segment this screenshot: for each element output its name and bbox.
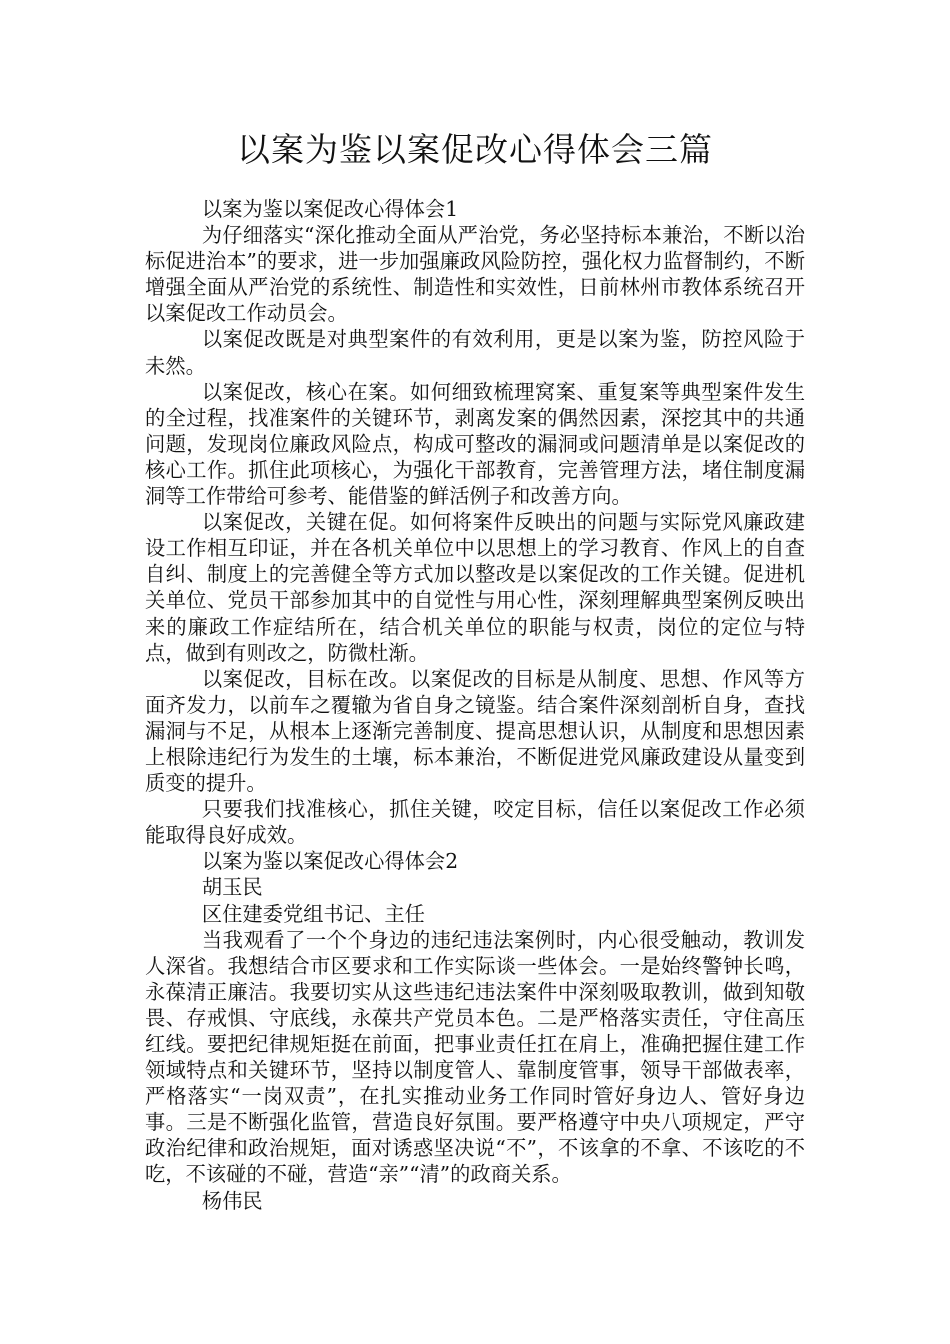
- paragraph-3: 以案促改，核心在案。如何细致梳理窝案、重复案等典型案件发生的全过程，找准案件的关键环节，剥离发案的偶然因素，深挖其中的共通问题，发现岗位廉政风险点，构成可整改的漏洞或问题清单是以案促改的核心工作。抓住此项核心，为强化干部教育，完善管理方法，堵住制度漏洞等工作带给可参考、能借鉴的鲜活例子和改善方向。: [145, 379, 805, 509]
- section-heading-2: 以案为鉴以案促改心得体会2: [201, 849, 459, 874]
- author-name-2: 杨伟民: [201, 1188, 263, 1213]
- author-role-1: 区住建委党组书记、主任: [201, 901, 425, 926]
- paragraph-1: 为仔细落实“深化推动全面从严治党，务必坚持标本兼治，不断以治标促进治本”的要求，进一步加强廉政风险防控，强化权力监督制约，不断增强全面从严治党的系统性、制造性和实效性，日前林州市教体系统召开以案促改工作动员会。: [145, 223, 805, 326]
- paragraph-6: 只要我们找准核心，抓住关键，咬定目标，信任以案促改工作必须能取得良好成效。: [145, 797, 805, 848]
- paragraph-2: 以案促改既是对典型案件的有效利用，更是以案为鉴，防控风险于未然。: [145, 327, 805, 378]
- section-heading-1: 以案为鉴以案促改心得体会1: [201, 197, 459, 221]
- paragraph-4: 以案促改，关键在促。如何将案件反映出的问题与实际党风廉政建设工作相互印证，并在各机关单位中以思想上的学习教育、作风上的自查自纠、制度上的完善健全等方式加以整改是以案促改的工作关键。促进机关单位、党员干部参加其中的自觉性与用心性，深刻理解典型案例反映出来的廉政工作症结所在，结合机关单位的职能与权责，岗位的定位与特点，做到有则改之，防微杜渐。: [145, 510, 805, 665]
- author-paragraph-1: 当我观看了一个个身边的违纪违法案例时，内心很受触动，教训发人深省。我想结合市区要求和工作实际谈一些体会。一是始终警钟长鸣，永葆清正廉洁。我要切实从这些违纪违法案件中深刻吸取教训，做到知敬畏、存戒惧、守底线，永葆共产党员本色。二是严格落实责任，守住高压红线。要把纪律规矩挺在前面，把事业责任扛在肩上，准确把握住建工作领域特点和关键环节，坚持以制度管人、靠制度管事，领导干部做表率，严格落实“一岗双责”，在扎实推动业务工作同时管好身边人、管好身边事。三是不断强化监管，营造良好氛围。要严格遵守中央八项规定，严守政治纪律和政治规矩，面对诱惑坚决说“不”，不该拿的不拿、不该吃的不吃，不该碰的不碰，营造“亲”“清”的政商关系。: [145, 927, 805, 1187]
- paragraph-5: 以案促改，目标在改。以案促改的目标是从制度、思想、作风等方面齐发力，以前车之覆辙为省自身之镜鉴。结合案件深刻剖析自身，查找漏洞与不足，从根本上逐渐完善制度、提高思想认识，从制度和思想因素上根除违纪行为发生的土壤，标本兼治，不断促进党风廉政建设从量变到质变的提升。: [145, 666, 805, 796]
- document-body: [145, 196, 805, 1214]
- document-title: 以案为鉴以案促改心得体会三篇: [237, 130, 713, 169]
- author-name-1: 胡玉民: [201, 875, 263, 900]
